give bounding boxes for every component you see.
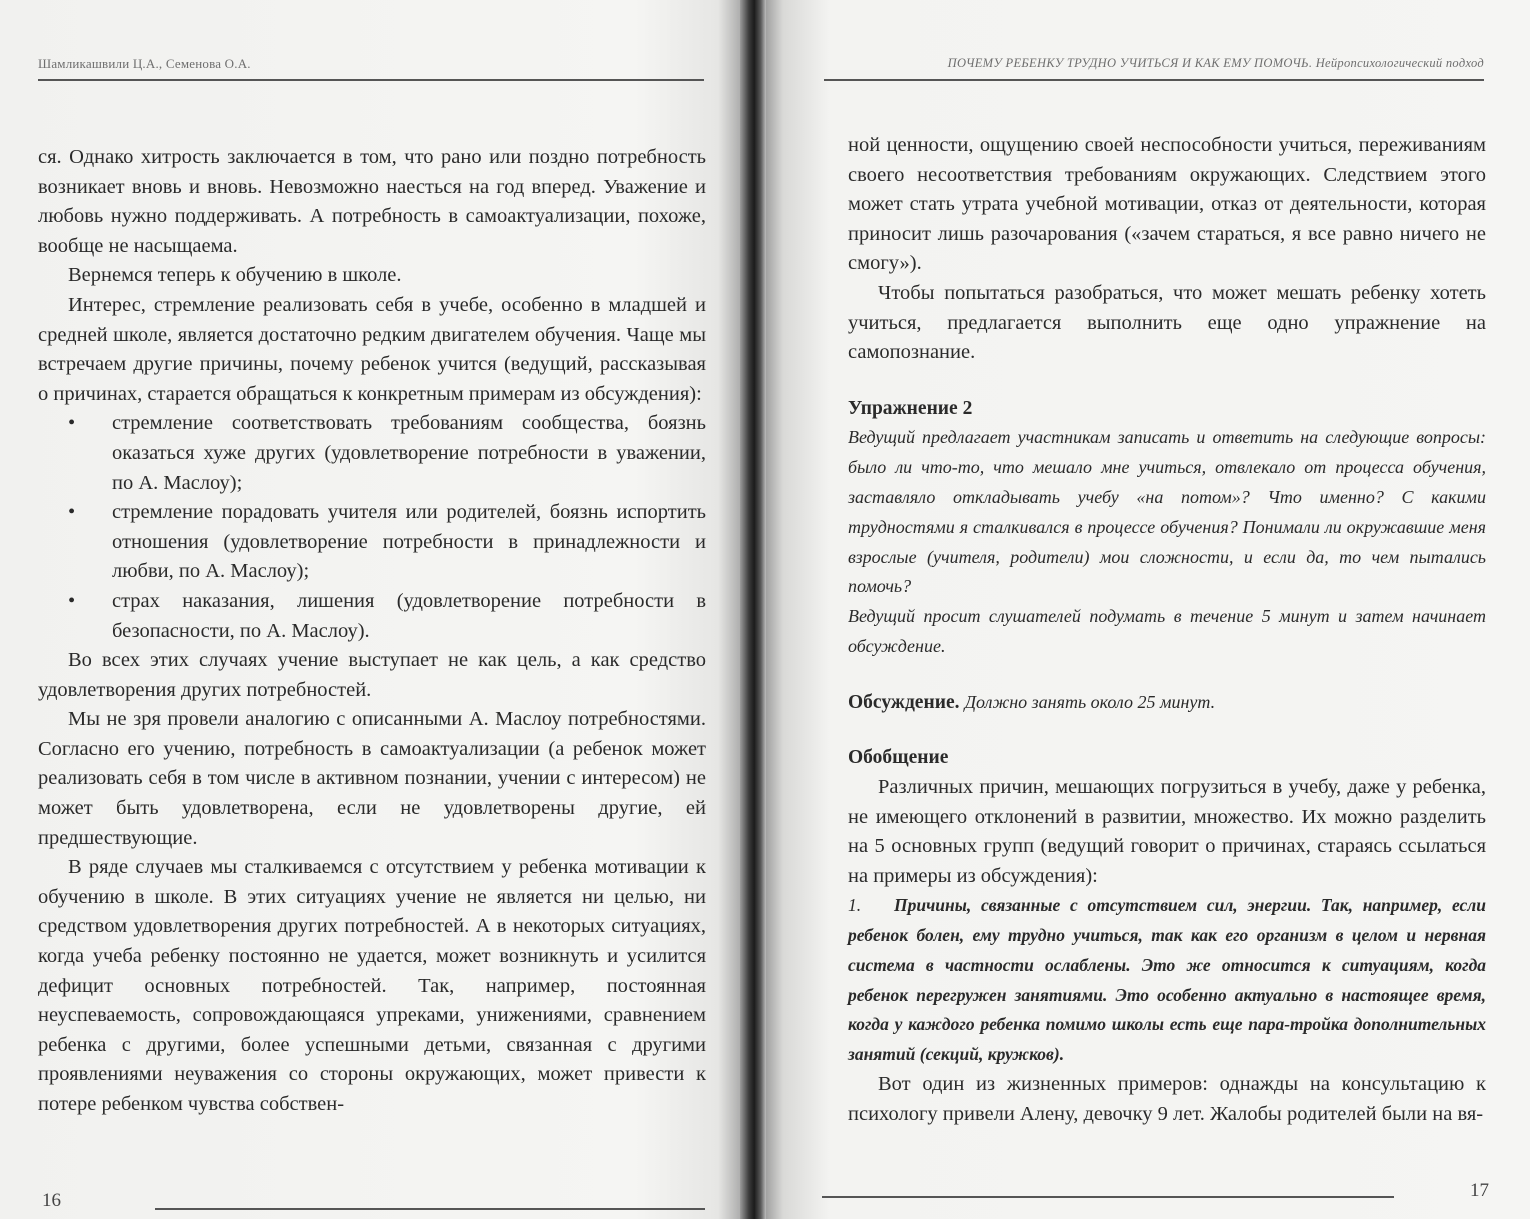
list-item — [38, 409, 706, 498]
numbered-item — [848, 891, 1486, 1070]
exercise-instructions: Ведущий просит слушателей подумать в течение 5 минут и затем начинает обсуждение. — [848, 606, 1486, 656]
paragraph: Вернемся теперь к обучению в школе. — [68, 264, 402, 287]
right-footer-rule — [822, 1196, 1394, 1198]
list-item-text: стремление порадовать учителя или родителей, боязнь испортить отношения (удовлетворение потребности в принадлежности и любви, по А. Маслоу); — [112, 501, 706, 583]
paragraph: Мы не зря провели аналогию с описанными А. Маслоу потребностями. Согласно его учению, потребность в самоактуализации (а ребенок может реализовать себя в том числе в активном познании, учении с интересом) не может быть удовлетворена, если не удовлетворены другие, ей предшествующие. — [38, 708, 706, 849]
paragraph: ся. Однако хитрость заключается в том, что рано или поздно потребность возникает вновь и вновь. Невозможно наесться на год вперед. Уважение и любовь нужно поддерживать. А потребность в самоактуализации, похоже, вообще не насыщаема. — [38, 146, 706, 257]
paragraph: Интерес, стремление реализовать себя в учебе, особенно в младшей и средней школе, является достаточно редким двигателем обучения. Чаще мы встречаем другие причины, почему ребенок учится (ведущий, рассказывая о причинах, старается обращаться к конкретным примерам из обсуждения): — [38, 293, 706, 405]
right-running-head: ПОЧЕМУ РЕБЕНКУ ТРУДНО УЧИТЬСЯ И КАК ЕМУ ПОМОЧЬ. Нейропсихологический подход — [947, 56, 1484, 70]
bullet-icon: • — [68, 412, 76, 435]
bullet-icon: • — [68, 589, 76, 612]
left-page-number: 16 — [42, 1190, 61, 1211]
spacer — [848, 717, 1486, 743]
right-page-number: 17 — [1470, 1180, 1489, 1201]
right-body-text — [848, 131, 1486, 1129]
summary-title: Обобщение — [848, 747, 949, 769]
item-text: Причины, связанные с отсутствием сил, энергии. Так, например, если ребенок болен, ему трудно учиться, так как его организм в целом и нервная система в частности ослаблены. Это же относится к ситуациям, когда ребенок перегружен занятиями. Это особенно актуально в настоящее время, когда у каждого ребенка помимо школы есть еще пара-тройка дополнительных занятий (секций, кружков). — [848, 895, 1486, 1065]
left-footer-rule — [155, 1208, 705, 1210]
book-gutter — [740, 0, 766, 1219]
list-item — [38, 498, 706, 587]
item-number: 1. — [848, 895, 862, 916]
left-body-text — [38, 143, 706, 1120]
bullet-icon: • — [68, 501, 76, 524]
paragraph: В ряде случаев мы сталкиваемся с отсутствием у ребенка мотивации к обучению в школе. В этих ситуациях учение не является ни целью, ни средством удовлетворения других потребностей. А в некоторых ситуациях, когда учеба ребенку постоянно не удается, может возникнуть и усилится дефицит основных потребностей. Так, например, постоянная неуспеваемость, сопровождающаяся упреками, унижениями, сравнением ребенка с другими, более успешными детьми, связанная с другими проявлениями неуважения со стороны окружающих, может привести к потере ребенком чувства собствен- — [38, 856, 706, 1115]
paragraph: Во всех этих случаях учение выступает не как цель, а как средство удовлетворения других потребностей. — [38, 649, 706, 701]
left-running-head: Шамликашвили Ц.А., Семенова О.А. — [38, 56, 251, 71]
paragraph: Чтобы попытаться разобраться, что может мешать ребенку хотеть учиться, предлагается выполнить еще одно упражнение на самопознание. — [848, 281, 1486, 364]
list-item-text: страх наказания, лишения (удовлетворение потребности в безопасности, по А. Маслоу). — [112, 589, 706, 642]
right-header-rule — [824, 79, 1484, 81]
paragraph: ной ценности, ощущению своей неспособности учиться, переживаниям своего несоответствия требованиям окружающих. Следствием этого может стать утрата учебной мотивации, отказ от деятельности, которая приносит лишь разочарования («зачем стараться, я все равно ничего не смогу»). — [848, 134, 1486, 275]
left-header-rule — [38, 79, 704, 81]
exercise-title: Упражнение 2 — [848, 397, 973, 419]
paragraph: Вот один из жизненных примеров: однажды на консультацию к психологу привели Алену, девочку 9 лет. Жалобы родителей были на вя- — [848, 1073, 1486, 1125]
exercise-instructions: Ведущий предлагает участникам записать и ответить на следующие вопросы: было ли что-то, что мешало мне учиться, отвлекало от процесса обучения, заставляло откладывать учебу «на потом»? Что именно? С какими трудностями я сталкивался в процессе обучения? Понимали ли окружавшие меня взрослые (учителя, родители) мои сложности, и если да, то чем пытались помочь? — [848, 427, 1486, 597]
spacer — [848, 368, 1486, 394]
discussion-line — [848, 688, 1486, 718]
list-item — [38, 587, 706, 646]
spacer — [848, 662, 1486, 688]
left-page — [0, 0, 748, 1219]
paragraph: Различных причин, мешающих погрузиться в учебу, даже у ребенка, не имеющего отклонений в развитии, множество. Их можно разделить на 5 основных групп (ведущий говорит о причинах, стараясь ссылаться на примеры из обсуждения): — [848, 775, 1486, 887]
discussion-label: Обсуждение. — [848, 691, 960, 713]
list-item-text: стремление соответствовать требованиям сообщества, боязнь оказаться хуже других (удовлетворение потребности в уважении, по А. Маслоу); — [112, 412, 706, 494]
discussion-text: Должно занять около 25 минут. — [964, 691, 1216, 712]
